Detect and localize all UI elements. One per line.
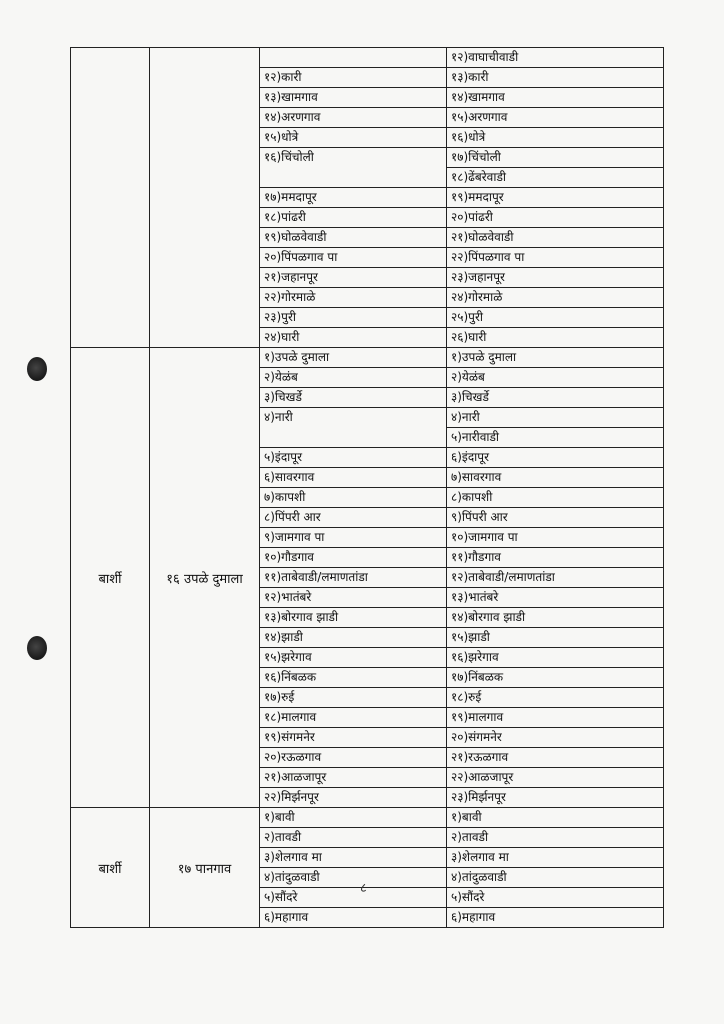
table-row <box>260 48 664 67</box>
table-row <box>260 787 664 807</box>
table-row <box>260 367 664 387</box>
gram-panchayat-cell: ६)महागाव <box>260 908 447 927</box>
gram-panchayat-cell: ८)पिंपरी आर <box>260 508 447 527</box>
village-cell: २१)घोळवेवाडी <box>451 230 514 244</box>
table-row <box>260 527 664 547</box>
gram-panchayat-cell: २)तावडी <box>260 828 447 847</box>
gram-panchayat-cell: १६)चिंचोली <box>260 148 447 187</box>
gram-panchayat-cell: २२)गोरमाळे <box>260 288 447 307</box>
table-row <box>260 348 664 367</box>
table-row <box>260 647 664 667</box>
table-row <box>260 247 664 267</box>
gram-panchayat-cell: ४)नारी <box>260 408 447 447</box>
gram-panchayat-cell: २४)घारी <box>260 328 447 347</box>
table-row <box>260 147 664 187</box>
village-cell: १३)भातंबरे <box>451 590 499 604</box>
table-row <box>260 307 664 327</box>
village-cell: ३)चिखर्डे <box>451 390 489 404</box>
table-row <box>260 107 664 127</box>
gram-panchayat-cell: १८)पांढरी <box>260 208 447 227</box>
village-cell: ६)महागाव <box>451 910 496 924</box>
village-cell: १४)खामगाव <box>451 90 505 104</box>
village-cell: २४)गोरमाळे <box>451 290 503 304</box>
gram-panchayat-cell: १२)कारी <box>260 68 447 87</box>
table-row <box>260 387 664 407</box>
gram-panchayat-cell: १७)ममदापूर <box>260 188 447 207</box>
gram-panchayat-cell: १३)खामगाव <box>260 88 447 107</box>
table-section <box>71 47 664 347</box>
village-cell: १)उपळे दुमाला <box>451 350 517 364</box>
gram-panchayat-cell: १५)धोत्रे <box>260 128 447 147</box>
table-row <box>260 447 664 467</box>
taluka-cell: बार्शी <box>71 808 150 927</box>
village-cell: ३)शेलगाव मा <box>451 850 509 864</box>
table-row <box>260 667 664 687</box>
village-cell: ४)तांदुळवाडी <box>451 870 507 884</box>
gram-panchayat-cell: ५)इंदापूर <box>260 448 447 467</box>
gram-panchayat-cell: १८)मालगाव <box>260 708 447 727</box>
taluka-cell <box>71 48 150 347</box>
village-cell: ४)नारी <box>451 410 480 424</box>
table-row <box>260 87 664 107</box>
village-cell: १२)ताबेवाडी/लमाणतांडा <box>451 570 555 584</box>
village-cell: १७)निंबळक <box>451 670 504 684</box>
village-cell: ७)सावरगाव <box>451 470 502 484</box>
gram-panchayat-cell: २१)जहानपूर <box>260 268 447 287</box>
table-row <box>260 267 664 287</box>
village-cell: २)तावडी <box>451 830 489 844</box>
village-cell: २२)पिंपळगाव पा <box>451 250 525 264</box>
table-row <box>260 707 664 727</box>
village-cell: २१)रऊळगाव <box>451 750 509 764</box>
gram-panchayat-cell: १०)गौडगाव <box>260 548 447 567</box>
village-cell: १९)ममदापूर <box>451 190 504 204</box>
gram-panchayat-cell: १९)संगमनेर <box>260 728 447 747</box>
gram-panchayat-cell: २०)पिंपळगाव पा <box>260 248 447 267</box>
village-cell: १३)कारी <box>451 70 489 84</box>
gram-panchayat-cell: ११)ताबेवाडी/लमाणतांडा <box>260 568 447 587</box>
village-cell: १८)रुई <box>451 690 482 704</box>
center-cell: १७ पानगाव <box>150 808 260 927</box>
village-cell: १९)मालगाव <box>451 710 504 724</box>
gram-panchayat-cell: १३)बोरगाव झाडी <box>260 608 447 627</box>
gram-panchayat-cell: २२)मिर्झनपूर <box>260 788 447 807</box>
table-row <box>260 867 664 887</box>
taluka-cell: बार्शी <box>71 348 150 807</box>
table-row <box>260 607 664 627</box>
village-cell: ६)इंदापूर <box>451 450 490 464</box>
village-cell: २०)पांढरी <box>451 210 493 224</box>
village-cell: १५)अरणगाव <box>451 110 508 124</box>
gram-panchayat-cell: २)येळंब <box>260 368 447 387</box>
gram-panchayat-cell: १७)रुई <box>260 688 447 707</box>
village-cell: ९)पिंपरी आर <box>451 510 508 524</box>
table-row <box>260 207 664 227</box>
gram-panchayat-cell: १)बावी <box>260 808 447 827</box>
gram-panchayat-cell: १४)अरणगाव <box>260 108 447 127</box>
table-row <box>260 547 664 567</box>
gram-panchayat-cell <box>260 48 447 67</box>
gram-panchayat-cell: ९)जामगाव पा <box>260 528 447 547</box>
village-cell: १४)बोरगाव झाडी <box>451 610 526 624</box>
table-row <box>260 907 664 927</box>
village-cell: २६)घारी <box>451 330 487 344</box>
page-number: ८ <box>360 881 367 896</box>
gram-panchayat-cell: १९)घोळवेवाडी <box>260 228 447 247</box>
gram-panchayat-cell: १५)झरेगाव <box>260 648 447 667</box>
gram-panchayat-cell: ३)शेलगाव मा <box>260 848 447 867</box>
table-row <box>260 327 664 347</box>
village-table <box>70 47 664 928</box>
village-cell: १८)ढेंबरेवाडी <box>447 167 663 187</box>
village-cell: १५)झाडी <box>451 630 490 644</box>
village-cell: २)येळंब <box>451 370 485 384</box>
punch-hole-bottom <box>27 636 47 660</box>
table-row <box>260 407 664 447</box>
village-cell: २३)जहानपूर <box>451 270 505 284</box>
table-row <box>260 227 664 247</box>
table-row <box>260 67 664 87</box>
table-row <box>260 467 664 487</box>
table-section <box>71 347 664 807</box>
village-cell: २२)आळजापूर <box>451 770 514 784</box>
table-row <box>260 727 664 747</box>
village-cell: १६)झरेगाव <box>451 650 499 664</box>
table-row <box>260 287 664 307</box>
gram-panchayat-cell: १४)झाडी <box>260 628 447 647</box>
gram-panchayat-cell: ४)तांदुळवाडी <box>260 868 447 887</box>
gram-panchayat-cell: ६)सावरगाव <box>260 468 447 487</box>
gram-panchayat-cell: १)उपळे दुमाला <box>260 348 447 367</box>
village-cell: २०)संगमनेर <box>451 730 502 744</box>
table-row <box>260 587 664 607</box>
gram-panchayat-cell: २१)आळजापूर <box>260 768 447 787</box>
table-row <box>260 567 664 587</box>
table-row <box>260 507 664 527</box>
table-row <box>260 747 664 767</box>
village-cell: ५)सौंदरे <box>451 890 485 904</box>
gram-panchayat-cell: १२)भातंबरे <box>260 588 447 607</box>
gram-panchayat-cell: २३)पुरी <box>260 308 447 327</box>
gram-panchayat-cell: १६)निंबळक <box>260 668 447 687</box>
table-row <box>260 767 664 787</box>
table-row <box>260 827 664 847</box>
table-row <box>260 847 664 867</box>
village-cell: ८)कापशी <box>451 490 493 504</box>
gram-panchayat-cell: २०)रऊळगाव <box>260 748 447 767</box>
village-cell: १०)जामगाव पा <box>451 530 518 544</box>
table-row <box>260 127 664 147</box>
village-cell: २३)मिर्झनपूर <box>451 790 506 804</box>
village-cell: १६)धोत्रे <box>451 130 486 144</box>
table-row <box>260 187 664 207</box>
gram-panchayat-cell: ५)सौंदरे <box>260 888 447 907</box>
table-section <box>71 807 664 927</box>
village-cell: २५)पुरी <box>451 310 483 324</box>
gram-panchayat-cell: ७)कापशी <box>260 488 447 507</box>
center-cell <box>150 48 260 347</box>
table-row <box>260 808 664 827</box>
village-cell: ११)गौडगाव <box>451 550 501 564</box>
village-cell: १७)चिंचोली <box>451 150 501 164</box>
table-row <box>260 627 664 647</box>
table-row <box>260 687 664 707</box>
punch-hole-top <box>27 357 47 381</box>
gram-panchayat-cell: ३)चिखर्डे <box>260 388 447 407</box>
center-cell: १६ उपळे दुमाला <box>150 348 260 807</box>
table-row <box>260 487 664 507</box>
village-cell: ५)नारीवाडी <box>447 427 663 447</box>
village-cell: १२)वाघाचीवाडी <box>451 50 519 64</box>
table-row <box>260 887 664 907</box>
village-cell: १)बावी <box>451 810 482 824</box>
